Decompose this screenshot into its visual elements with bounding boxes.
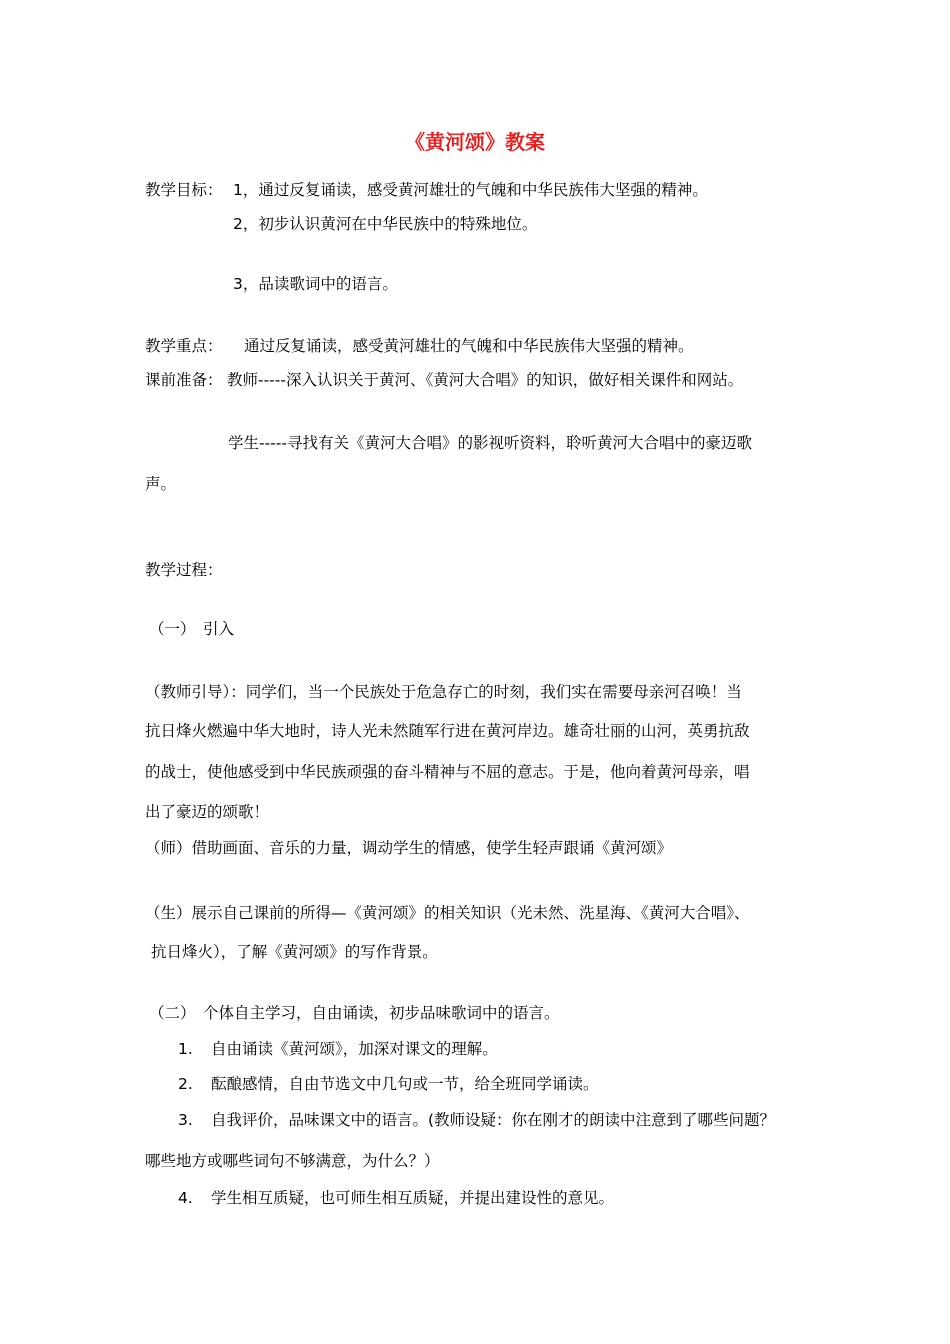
process-label: 教学过程： <box>145 561 223 579</box>
step-text-cont: 哪些地方或哪些词句不够满意，为什么？） <box>145 1152 440 1170</box>
step-text: 酝酿感情，自由节选文中几句或一节，给全班同学诵读。 <box>211 1075 599 1093</box>
teacher-guide-line: 的战士，使他感受到中华民族顽强的奋斗精神与不屈的意志。于是，他向着黄河母亲，唱 <box>145 763 750 781</box>
objectives-label: 教学目标： <box>145 181 223 199</box>
key-point-label: 教学重点： <box>145 337 223 355</box>
step-number: 3. <box>178 1111 193 1129</box>
step-text: 自由诵读《黄河颂》，加深对课文的理解。 <box>211 1040 498 1058</box>
objective-item: 3，品读歌词中的语言。 <box>233 275 398 293</box>
section2-number: （二） <box>149 1004 196 1022</box>
student-action-line: 抗日烽火），了解《黄河颂》的写作背景。 <box>151 943 438 961</box>
step-text: 学生相互质疑，也可师生相互质疑，并提出建设性的意见。 <box>211 1189 615 1207</box>
teacher-guide-line: （教师引导）：同学们，当一个民族处于危急存亡的时刻，我们实在需要母亲河召唤！当 <box>145 683 742 701</box>
preparation-student-cont: 声。 <box>145 475 177 493</box>
teacher-action: （师）借助画面、音乐的力量，调动学生的情感，使学生轻声跟诵《黄河颂》 <box>145 839 673 857</box>
section2-heading: 个体自主学习，自由诵读，初步品味歌词中的语言。 <box>203 1004 560 1022</box>
preparation-student: 学生-----寻找有关《黄河大合唱》的影视听资料，聆听黄河大合唱中的豪迈歌 <box>228 434 752 452</box>
step-number: 1. <box>178 1040 193 1058</box>
objective-item: 1，通过反复诵读，感受黄河雄壮的气魄和中华民族伟大坚强的精神。 <box>233 181 708 199</box>
step-number: 4. <box>178 1189 193 1207</box>
teacher-guide-line: 抗日烽火燃遍中华大地时，诗人光未然随军行进在黄河岸边。雄奇壮丽的山河，英勇抗敌 <box>145 722 750 740</box>
student-action-line: （生）展示自己课前的所得—《黄河颂》的相关知识（光未然、洗星海、《黄河大合唱》、 <box>145 904 750 922</box>
key-point-text: 通过反复诵读，感受黄河雄壮的气魄和中华民族伟大坚强的精神。 <box>244 337 694 355</box>
objective-item: 2，初步认识黄河在中华民族中的特殊地位。 <box>233 215 538 233</box>
document-title: 《黄河颂》教案 <box>405 130 545 154</box>
preparation-label: 课前准备： <box>145 371 223 389</box>
step-number: 2. <box>178 1075 193 1093</box>
teacher-guide-line: 出了豪迈的颂歌！ <box>145 803 270 821</box>
step-text: 自我评价，品味课文中的语言。(教师设疑：你在刚才的朗读中注意到了哪些问题？ <box>211 1111 776 1129</box>
preparation-teacher: 教师-----深入认识关于黄河、《黄河大合唱》的知识，做好相关课件和网站。 <box>227 371 744 389</box>
section1-heading: 引入 <box>203 620 235 638</box>
section1-number: （一） <box>149 620 196 638</box>
